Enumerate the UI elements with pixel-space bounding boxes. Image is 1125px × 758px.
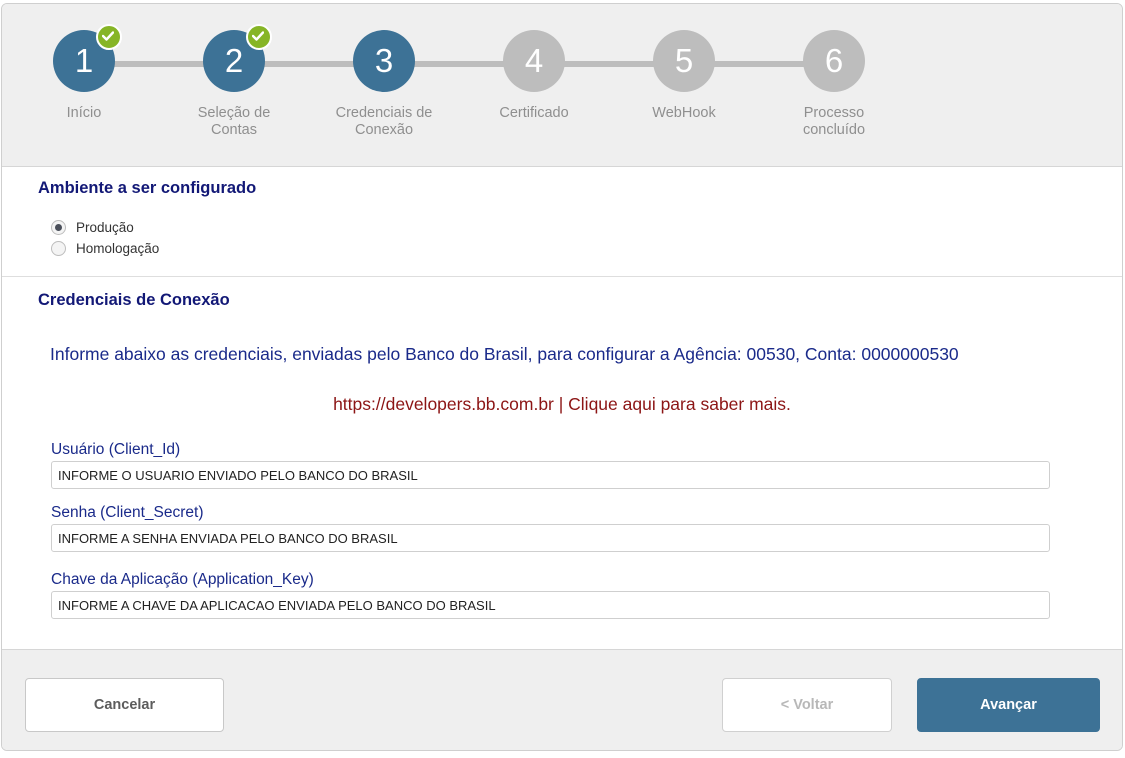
wizard-footer (2, 649, 1122, 751)
client-id-label: Usuário (Client_Id) (51, 441, 181, 458)
client-secret-label: Senha (Client_Secret) (51, 504, 204, 521)
radio-homologacao[interactable] (51, 241, 159, 256)
step-circle (503, 30, 565, 92)
wizard-stepper (2, 4, 1122, 167)
step-circle (653, 30, 715, 92)
step-2[interactable] (164, 30, 304, 139)
radio-label: Produção (76, 220, 134, 235)
step-label: Processo concluído (802, 105, 866, 138)
step-number: 5 (674, 42, 694, 79)
step-label: Credenciais de Conexão (335, 105, 433, 138)
step-number: 4 (524, 42, 544, 79)
section-divider (2, 276, 1122, 277)
wizard-dialog (1, 3, 1123, 751)
step-6[interactable] (764, 30, 904, 139)
radio-button[interactable] (51, 220, 66, 235)
developers-link[interactable]: https://developers.bb.com.br | Clique aqui para saber mais. (333, 394, 791, 414)
step-4[interactable] (464, 30, 604, 122)
step-1[interactable] (14, 30, 154, 122)
step-circle (803, 30, 865, 92)
credenciais-info-text: Informe abaixo as credenciais, enviadas pelo Banco do Brasil, para configurar a Agência: 00530, Conta: 0000000530 (50, 344, 959, 364)
app-key-label: Chave da Aplicação (Application_Key) (51, 571, 314, 588)
check-icon (96, 24, 122, 50)
step-label: Seleção de Contas (197, 105, 271, 138)
check-icon (246, 24, 272, 50)
radio-button[interactable] (51, 241, 66, 256)
step-5[interactable] (614, 30, 754, 122)
cancel-button[interactable]: Cancelar (25, 678, 224, 732)
step-label: Início (66, 105, 102, 121)
next-button[interactable]: Avançar (917, 678, 1100, 732)
step-3[interactable] (314, 30, 454, 139)
radio-label: Homologação (76, 241, 160, 256)
step-number: 1 (74, 42, 94, 79)
step-circle (353, 30, 415, 92)
ambiente-title: Ambiente a ser configurado (38, 179, 257, 197)
step-label: WebHook (652, 105, 716, 121)
step-number: 2 (224, 42, 244, 79)
client-secret-input[interactable] (51, 524, 1050, 552)
step-circle (53, 30, 115, 92)
step-number: 6 (824, 42, 844, 79)
step-label: Certificado (499, 105, 569, 121)
step-number: 3 (374, 42, 394, 79)
client-id-input[interactable] (51, 461, 1050, 489)
radio-producao[interactable] (51, 220, 134, 235)
credenciais-title: Credenciais de Conexão (38, 291, 230, 309)
back-button[interactable]: < Voltar (722, 678, 892, 732)
step-circle (203, 30, 265, 92)
app-key-input[interactable] (51, 591, 1050, 619)
